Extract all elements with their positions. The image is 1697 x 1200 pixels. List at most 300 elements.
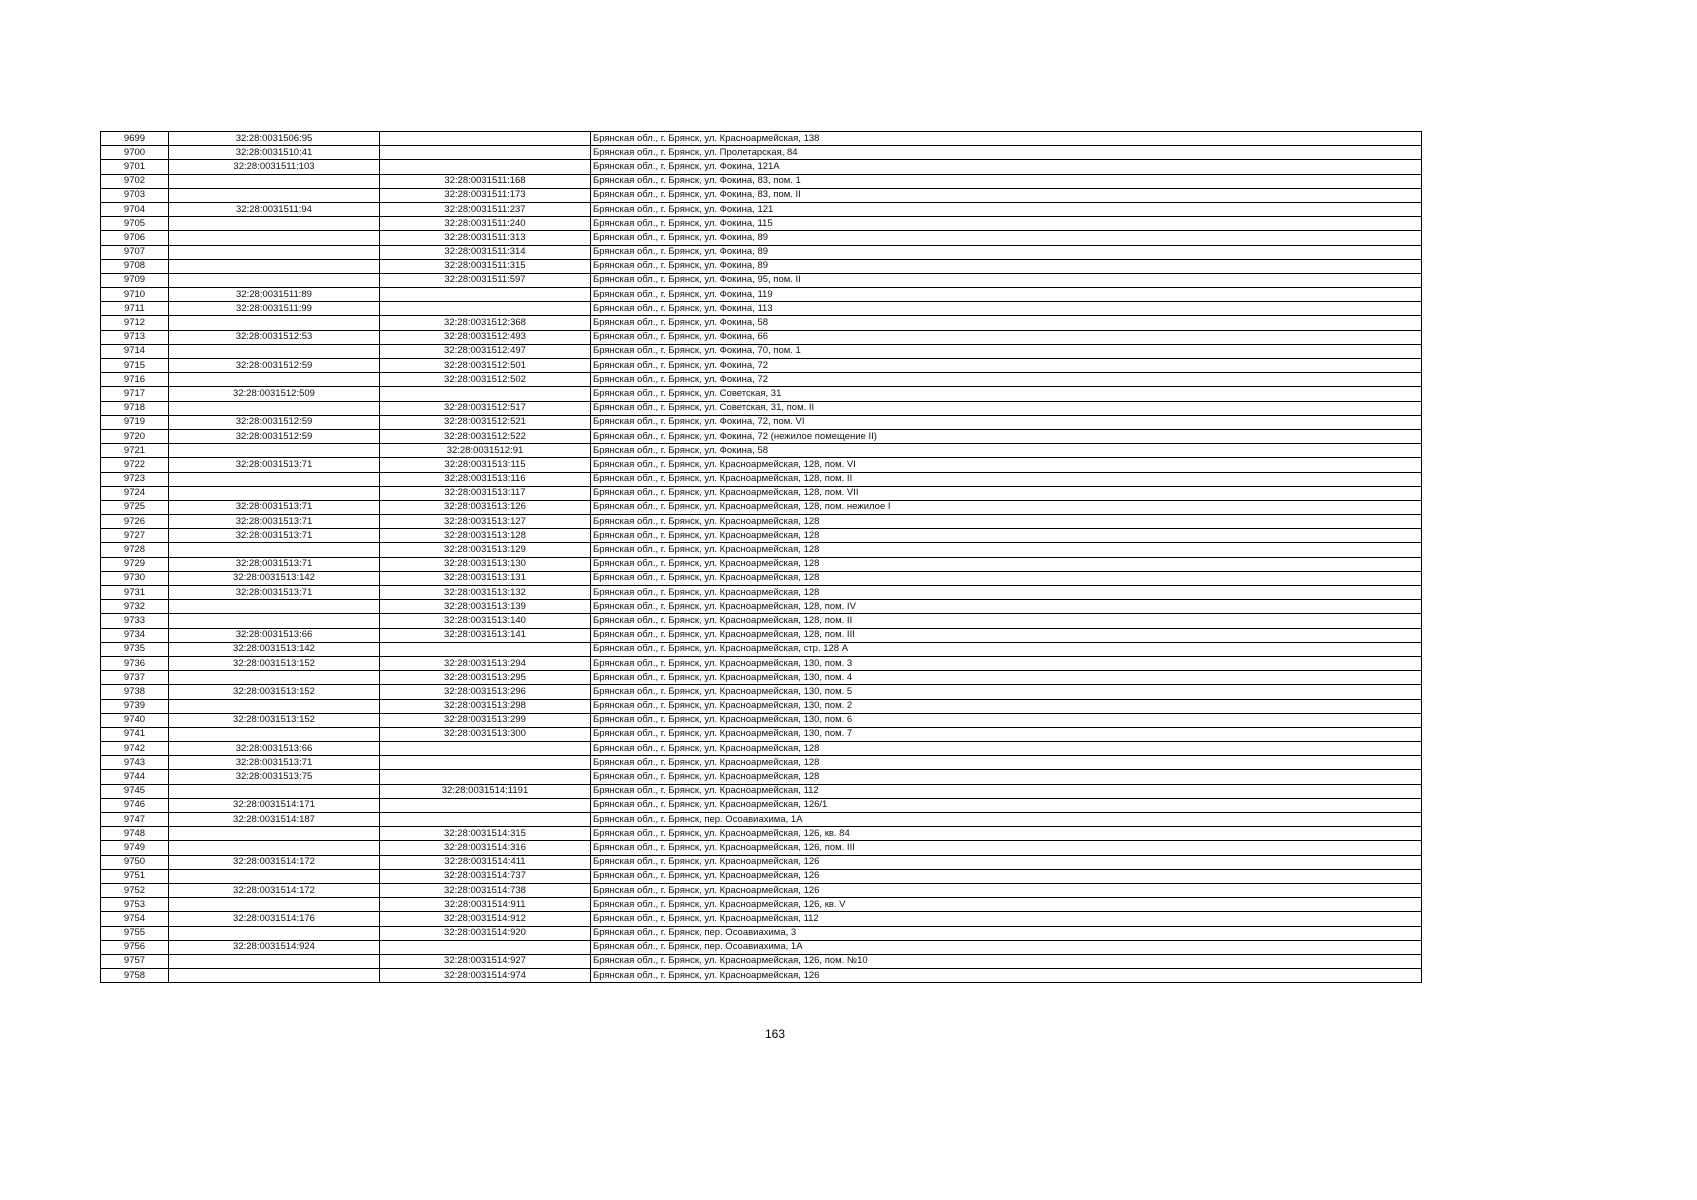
building-cadastral-number-cell <box>380 132 591 146</box>
land-cadastral-number-cell <box>169 671 380 685</box>
building-cadastral-number-cell <box>380 642 591 656</box>
address-cell: Брянская обл., г. Брянск, ул. Красноармейская, 126, кв. V <box>591 898 1422 912</box>
building-cadastral-number-cell: 32:28:0031514:974 <box>380 969 591 983</box>
table-row <box>101 444 1422 458</box>
row-number-cell: 9745 <box>101 784 169 798</box>
row-number-cell: 9701 <box>101 160 169 174</box>
building-cadastral-number-cell: 32:28:0031514:912 <box>380 912 591 926</box>
row-number-cell: 9712 <box>101 316 169 330</box>
address-cell: Брянская обл., г. Брянск, ул. Фокина, 72 <box>591 359 1422 373</box>
building-cadastral-number-cell: 32:28:0031513:128 <box>380 529 591 543</box>
building-cadastral-number-cell: 32:28:0031514:315 <box>380 827 591 841</box>
table-row <box>101 642 1422 656</box>
table-row <box>101 954 1422 968</box>
row-number-cell: 9750 <box>101 855 169 869</box>
address-cell: Брянская обл., г. Брянск, ул. Фокина, 113 <box>591 302 1422 316</box>
building-cadastral-number-cell: 32:28:0031511:173 <box>380 188 591 202</box>
address-cell: Брянская обл., г. Брянск, ул. Красноармейская, 126, кв. 84 <box>591 827 1422 841</box>
table-row <box>101 671 1422 685</box>
row-number-cell: 9699 <box>101 132 169 146</box>
table-row <box>101 259 1422 273</box>
address-cell: Брянская обл., г. Брянск, ул. Фокина, 72, пом. VI <box>591 415 1422 429</box>
row-number-cell: 9749 <box>101 841 169 855</box>
table-row <box>101 146 1422 160</box>
table-row <box>101 784 1422 798</box>
land-cadastral-number-cell <box>169 316 380 330</box>
table-row <box>101 515 1422 529</box>
land-cadastral-number-cell: 32:28:0031513:142 <box>169 642 380 656</box>
row-number-cell: 9719 <box>101 415 169 429</box>
building-cadastral-number-cell: 32:28:0031512:522 <box>380 429 591 443</box>
row-number-cell: 9737 <box>101 671 169 685</box>
row-number-cell: 9734 <box>101 628 169 642</box>
row-number-cell: 9724 <box>101 486 169 500</box>
land-cadastral-number-cell: 32:28:0031513:71 <box>169 586 380 600</box>
land-cadastral-number-cell: 32:28:0031513:152 <box>169 713 380 727</box>
address-cell: Брянская обл., г. Брянск, ул. Красноармейская, 128, пом. II <box>591 614 1422 628</box>
table-row <box>101 344 1422 358</box>
property-register-table <box>100 131 1422 983</box>
address-cell: Брянская обл., г. Брянск, ул. Красноармейская, 128 <box>591 770 1422 784</box>
building-cadastral-number-cell: 32:28:0031513:298 <box>380 699 591 713</box>
row-number-cell: 9723 <box>101 472 169 486</box>
building-cadastral-number-cell: 32:28:0031511:237 <box>380 202 591 216</box>
land-cadastral-number-cell: 32:28:0031513:66 <box>169 742 380 756</box>
land-cadastral-number-cell <box>169 727 380 741</box>
address-cell: Брянская обл., г. Брянск, ул. Советская, 31, пом. II <box>591 401 1422 415</box>
table-row <box>101 132 1422 146</box>
table-row <box>101 798 1422 812</box>
row-number-cell: 9730 <box>101 571 169 585</box>
building-cadastral-number-cell <box>380 742 591 756</box>
address-cell: Брянская обл., г. Брянск, ул. Фокина, 66 <box>591 330 1422 344</box>
row-number-cell: 9739 <box>101 699 169 713</box>
building-cadastral-number-cell: 32:28:0031514:911 <box>380 898 591 912</box>
table-row <box>101 969 1422 983</box>
row-number-cell: 9710 <box>101 288 169 302</box>
building-cadastral-number-cell: 32:28:0031511:313 <box>380 231 591 245</box>
address-cell: Брянская обл., г. Брянск, ул. Фокина, 83, пом. 1 <box>591 174 1422 188</box>
land-cadastral-number-cell: 32:28:0031511:99 <box>169 302 380 316</box>
address-cell: Брянская обл., г. Брянск, ул. Красноармейская, 126, пом. №10 <box>591 954 1422 968</box>
land-cadastral-number-cell: 32:28:0031513:142 <box>169 571 380 585</box>
address-cell: Брянская обл., г. Брянск, ул. Красноармейская, 138 <box>591 132 1422 146</box>
row-number-cell: 9758 <box>101 969 169 983</box>
page-number: 163 <box>764 1027 786 1041</box>
address-cell: Брянская обл., г. Брянск, ул. Фокина, 89 <box>591 259 1422 273</box>
table-row <box>101 500 1422 514</box>
land-cadastral-number-cell: 32:28:0031513:75 <box>169 770 380 784</box>
row-number-cell: 9740 <box>101 713 169 727</box>
address-cell: Брянская обл., г. Брянск, ул. Красноармейская, 126 <box>591 969 1422 983</box>
address-cell: Брянская обл., г. Брянск, ул. Фокина, 119 <box>591 288 1422 302</box>
row-number-cell: 9707 <box>101 245 169 259</box>
building-cadastral-number-cell: 32:28:0031514:920 <box>380 926 591 940</box>
table-row <box>101 387 1422 401</box>
address-cell: Брянская обл., г. Брянск, ул. Красноармейская, 128 <box>591 529 1422 543</box>
row-number-cell: 9702 <box>101 174 169 188</box>
land-cadastral-number-cell: 32:28:0031514:172 <box>169 855 380 869</box>
row-number-cell: 9746 <box>101 798 169 812</box>
building-cadastral-number-cell <box>380 940 591 954</box>
building-cadastral-number-cell: 32:28:0031513:140 <box>380 614 591 628</box>
row-number-cell: 9703 <box>101 188 169 202</box>
table-row <box>101 273 1422 287</box>
building-cadastral-number-cell: 32:28:0031514:738 <box>380 883 591 897</box>
table-row <box>101 883 1422 897</box>
building-cadastral-number-cell: 32:28:0031511:315 <box>380 259 591 273</box>
building-cadastral-number-cell: 32:28:0031512:91 <box>380 444 591 458</box>
table-row <box>101 373 1422 387</box>
building-cadastral-number-cell: 32:28:0031512:517 <box>380 401 591 415</box>
address-cell: Брянская обл., г. Брянск, ул. Красноармейская, 112 <box>591 912 1422 926</box>
address-cell: Брянская обл., г. Брянск, ул. Фокина, 95, пом. II <box>591 273 1422 287</box>
row-number-cell: 9726 <box>101 515 169 529</box>
table-row <box>101 770 1422 784</box>
land-cadastral-number-cell <box>169 273 380 287</box>
table-row <box>101 429 1422 443</box>
land-cadastral-number-cell <box>169 954 380 968</box>
land-cadastral-number-cell <box>169 869 380 883</box>
land-cadastral-number-cell: 32:28:0031513:71 <box>169 458 380 472</box>
row-number-cell: 9731 <box>101 586 169 600</box>
building-cadastral-number-cell: 32:28:0031513:129 <box>380 543 591 557</box>
building-cadastral-number-cell: 32:28:0031514:1191 <box>380 784 591 798</box>
row-number-cell: 9727 <box>101 529 169 543</box>
building-cadastral-number-cell <box>380 302 591 316</box>
address-cell: Брянская обл., г. Брянск, ул. Красноармейская, 128 <box>591 557 1422 571</box>
row-number-cell: 9715 <box>101 359 169 373</box>
address-cell: Брянская обл., г. Брянск, ул. Красноармейская, 126 <box>591 883 1422 897</box>
address-cell: Брянская обл., г. Брянск, ул. Фокина, 58 <box>591 316 1422 330</box>
row-number-cell: 9744 <box>101 770 169 784</box>
land-cadastral-number-cell: 32:28:0031510:41 <box>169 146 380 160</box>
address-cell: Брянская обл., г. Брянск, ул. Фокина, 89 <box>591 245 1422 259</box>
land-cadastral-number-cell: 32:28:0031513:71 <box>169 529 380 543</box>
building-cadastral-number-cell: 32:28:0031511:314 <box>380 245 591 259</box>
address-cell: Брянская обл., г. Брянск, ул. Красноармейская, 126 <box>591 855 1422 869</box>
address-cell: Брянская обл., г. Брянск, ул. Красноармейская, стр. 128 А <box>591 642 1422 656</box>
building-cadastral-number-cell: 32:28:0031512:493 <box>380 330 591 344</box>
table-row <box>101 898 1422 912</box>
table-row <box>101 288 1422 302</box>
address-cell: Брянская обл., г. Брянск, ул. Красноармейская, 112 <box>591 784 1422 798</box>
row-number-cell: 9714 <box>101 344 169 358</box>
row-number-cell: 9753 <box>101 898 169 912</box>
row-number-cell: 9704 <box>101 202 169 216</box>
address-cell: Брянская обл., г. Брянск, ул. Красноармейская, 130, пом. 2 <box>591 699 1422 713</box>
table-row <box>101 699 1422 713</box>
table-row <box>101 359 1422 373</box>
table-row <box>101 813 1422 827</box>
table-row <box>101 202 1422 216</box>
table-row <box>101 656 1422 670</box>
land-cadastral-number-cell: 32:28:0031513:71 <box>169 500 380 514</box>
land-cadastral-number-cell <box>169 259 380 273</box>
land-cadastral-number-cell: 32:28:0031513:66 <box>169 628 380 642</box>
land-cadastral-number-cell: 32:28:0031514:187 <box>169 813 380 827</box>
table-row <box>101 160 1422 174</box>
table-row <box>101 855 1422 869</box>
land-cadastral-number-cell <box>169 444 380 458</box>
table-row <box>101 188 1422 202</box>
row-number-cell: 9756 <box>101 940 169 954</box>
land-cadastral-number-cell <box>169 614 380 628</box>
row-number-cell: 9735 <box>101 642 169 656</box>
address-cell: Брянская обл., г. Брянск, ул. Красноармейская, 130, пом. 5 <box>591 685 1422 699</box>
row-number-cell: 9720 <box>101 429 169 443</box>
address-cell: Брянская обл., г. Брянск, ул. Красноармейская, 128 <box>591 756 1422 770</box>
row-number-cell: 9706 <box>101 231 169 245</box>
building-cadastral-number-cell: 32:28:0031513:116 <box>380 472 591 486</box>
land-cadastral-number-cell: 32:28:0031513:71 <box>169 557 380 571</box>
row-number-cell: 9748 <box>101 827 169 841</box>
address-cell: Брянская обл., г. Брянск, ул. Фокина, 72 <box>591 373 1422 387</box>
building-cadastral-number-cell: 32:28:0031512:368 <box>380 316 591 330</box>
row-number-cell: 9705 <box>101 217 169 231</box>
building-cadastral-number-cell: 32:28:0031514:737 <box>380 869 591 883</box>
table-row <box>101 415 1422 429</box>
address-cell: Брянская обл., г. Брянск, ул. Красноармейская, 128 <box>591 742 1422 756</box>
table-row <box>101 628 1422 642</box>
building-cadastral-number-cell: 32:28:0031513:299 <box>380 713 591 727</box>
table-row <box>101 742 1422 756</box>
row-number-cell: 9717 <box>101 387 169 401</box>
land-cadastral-number-cell <box>169 231 380 245</box>
table-row <box>101 217 1422 231</box>
address-cell: Брянская обл., г. Брянск, ул. Советская, 31 <box>591 387 1422 401</box>
building-cadastral-number-cell: 32:28:0031513:115 <box>380 458 591 472</box>
address-cell: Брянская обл., г. Брянск, ул. Красноармейская, 128, пом. нежилое I <box>591 500 1422 514</box>
address-cell: Брянская обл., г. Брянск, ул. Красноармейская, 130, пом. 4 <box>591 671 1422 685</box>
land-cadastral-number-cell: 32:28:0031512:59 <box>169 415 380 429</box>
row-number-cell: 9752 <box>101 883 169 897</box>
address-cell: Брянская обл., г. Брянск, ул. Фокина, 121 <box>591 202 1422 216</box>
address-cell: Брянская обл., г. Брянск, ул. Фокина, 58 <box>591 444 1422 458</box>
building-cadastral-number-cell: 32:28:0031513:139 <box>380 600 591 614</box>
row-number-cell: 9757 <box>101 954 169 968</box>
row-number-cell: 9743 <box>101 756 169 770</box>
address-cell: Брянская обл., г. Брянск, ул. Красноармейская, 126, пом. III <box>591 841 1422 855</box>
land-cadastral-number-cell: 32:28:0031512:53 <box>169 330 380 344</box>
address-cell: Брянская обл., г. Брянск, ул. Красноармейская, 128 <box>591 515 1422 529</box>
building-cadastral-number-cell: 32:28:0031511:240 <box>380 217 591 231</box>
land-cadastral-number-cell <box>169 841 380 855</box>
table-row <box>101 614 1422 628</box>
row-number-cell: 9709 <box>101 273 169 287</box>
row-number-cell: 9736 <box>101 656 169 670</box>
building-cadastral-number-cell: 32:28:0031514:316 <box>380 841 591 855</box>
address-cell: Брянская обл., г. Брянск, ул. Красноармейская, 130, пом. 6 <box>591 713 1422 727</box>
row-number-cell: 9725 <box>101 500 169 514</box>
building-cadastral-number-cell: 32:28:0031513:132 <box>380 586 591 600</box>
building-cadastral-number-cell: 32:28:0031511:168 <box>380 174 591 188</box>
building-cadastral-number-cell: 32:28:0031513:300 <box>380 727 591 741</box>
address-cell: Брянская обл., г. Брянск, ул. Красноармейская, 130, пом. 7 <box>591 727 1422 741</box>
land-cadastral-number-cell: 32:28:0031514:924 <box>169 940 380 954</box>
land-cadastral-number-cell: 32:28:0031511:89 <box>169 288 380 302</box>
address-cell: Брянская обл., г. Брянск, ул. Фокина, 83, пом. II <box>591 188 1422 202</box>
building-cadastral-number-cell <box>380 387 591 401</box>
building-cadastral-number-cell: 32:28:0031513:296 <box>380 685 591 699</box>
table-row <box>101 756 1422 770</box>
table-row <box>101 940 1422 954</box>
table-row <box>101 926 1422 940</box>
building-cadastral-number-cell: 32:28:0031513:131 <box>380 571 591 585</box>
land-cadastral-number-cell <box>169 217 380 231</box>
address-cell: Брянская обл., г. Брянск, ул. Фокина, 72 (нежилое помещение II) <box>591 429 1422 443</box>
table-row <box>101 600 1422 614</box>
land-cadastral-number-cell: 32:28:0031511:94 <box>169 202 380 216</box>
land-cadastral-number-cell <box>169 600 380 614</box>
row-number-cell: 9711 <box>101 302 169 316</box>
land-cadastral-number-cell <box>169 784 380 798</box>
address-cell: Брянская обл., г. Брянск, ул. Фокина, 121А <box>591 160 1422 174</box>
land-cadastral-number-cell: 32:28:0031511:103 <box>169 160 380 174</box>
building-cadastral-number-cell: 32:28:0031512:497 <box>380 344 591 358</box>
building-cadastral-number-cell: 32:28:0031511:597 <box>380 273 591 287</box>
land-cadastral-number-cell <box>169 174 380 188</box>
building-cadastral-number-cell: 32:28:0031513:127 <box>380 515 591 529</box>
row-number-cell: 9733 <box>101 614 169 628</box>
address-cell: Брянская обл., г. Брянск, ул. Пролетарская, 84 <box>591 146 1422 160</box>
table-row <box>101 316 1422 330</box>
land-cadastral-number-cell: 32:28:0031514:172 <box>169 883 380 897</box>
address-cell: Брянская обл., г. Брянск, ул. Фокина, 89 <box>591 231 1422 245</box>
building-cadastral-number-cell: 32:28:0031513:295 <box>380 671 591 685</box>
land-cadastral-number-cell <box>169 486 380 500</box>
building-cadastral-number-cell: 32:28:0031513:141 <box>380 628 591 642</box>
building-cadastral-number-cell: 32:28:0031513:126 <box>380 500 591 514</box>
row-number-cell: 9742 <box>101 742 169 756</box>
building-cadastral-number-cell <box>380 288 591 302</box>
table-row <box>101 330 1422 344</box>
table-row <box>101 401 1422 415</box>
building-cadastral-number-cell: 32:28:0031514:927 <box>380 954 591 968</box>
table-row <box>101 713 1422 727</box>
building-cadastral-number-cell: 32:28:0031512:502 <box>380 373 591 387</box>
address-cell: Брянская обл., г. Брянск, пер. Осоавиахима, 3 <box>591 926 1422 940</box>
row-number-cell: 9700 <box>101 146 169 160</box>
table-row <box>101 458 1422 472</box>
row-number-cell: 9732 <box>101 600 169 614</box>
table-row <box>101 529 1422 543</box>
row-number-cell: 9713 <box>101 330 169 344</box>
land-cadastral-number-cell <box>169 472 380 486</box>
land-cadastral-number-cell <box>169 245 380 259</box>
table-row <box>101 486 1422 500</box>
row-number-cell: 9741 <box>101 727 169 741</box>
land-cadastral-number-cell: 32:28:0031513:71 <box>169 515 380 529</box>
building-cadastral-number-cell <box>380 798 591 812</box>
land-cadastral-number-cell: 32:28:0031513:71 <box>169 756 380 770</box>
row-number-cell: 9729 <box>101 557 169 571</box>
table-row <box>101 245 1422 259</box>
land-cadastral-number-cell <box>169 344 380 358</box>
land-cadastral-number-cell: 32:28:0031513:152 <box>169 656 380 670</box>
address-cell: Брянская обл., г. Брянск, ул. Красноармейская, 128 <box>591 586 1422 600</box>
land-cadastral-number-cell <box>169 373 380 387</box>
table-row <box>101 231 1422 245</box>
row-number-cell: 9722 <box>101 458 169 472</box>
building-cadastral-number-cell: 32:28:0031512:501 <box>380 359 591 373</box>
building-cadastral-number-cell <box>380 160 591 174</box>
address-cell: Брянская обл., г. Брянск, ул. Красноармейская, 128, пом. IV <box>591 600 1422 614</box>
table-body <box>101 132 1422 983</box>
address-cell: Брянская обл., г. Брянск, ул. Фокина, 115 <box>591 217 1422 231</box>
building-cadastral-number-cell <box>380 756 591 770</box>
row-number-cell: 9721 <box>101 444 169 458</box>
table-row <box>101 869 1422 883</box>
land-cadastral-number-cell: 32:28:0031512:59 <box>169 359 380 373</box>
table-row <box>101 727 1422 741</box>
building-cadastral-number-cell: 32:28:0031512:521 <box>380 415 591 429</box>
land-cadastral-number-cell: 32:28:0031506:95 <box>169 132 380 146</box>
table-row <box>101 571 1422 585</box>
land-cadastral-number-cell <box>169 188 380 202</box>
building-cadastral-number-cell <box>380 813 591 827</box>
table-row <box>101 557 1422 571</box>
address-cell: Брянская обл., г. Брянск, пер. Осоавиахима, 1А <box>591 813 1422 827</box>
table-row <box>101 685 1422 699</box>
table-row <box>101 912 1422 926</box>
land-cadastral-number-cell <box>169 926 380 940</box>
building-cadastral-number-cell <box>380 146 591 160</box>
building-cadastral-number-cell <box>380 770 591 784</box>
land-cadastral-number-cell <box>169 401 380 415</box>
land-cadastral-number-cell: 32:28:0031514:171 <box>169 798 380 812</box>
address-cell: Брянская обл., г. Брянск, ул. Красноармейская, 126 <box>591 869 1422 883</box>
land-cadastral-number-cell: 32:28:0031514:176 <box>169 912 380 926</box>
land-cadastral-number-cell: 32:28:0031512:59 <box>169 429 380 443</box>
row-number-cell: 9751 <box>101 869 169 883</box>
table-row <box>101 827 1422 841</box>
land-cadastral-number-cell <box>169 898 380 912</box>
row-number-cell: 9754 <box>101 912 169 926</box>
table-row <box>101 472 1422 486</box>
row-number-cell: 9716 <box>101 373 169 387</box>
table-row <box>101 841 1422 855</box>
building-cadastral-number-cell: 32:28:0031514:411 <box>380 855 591 869</box>
address-cell: Брянская обл., г. Брянск, ул. Красноармейская, 130, пом. 3 <box>591 656 1422 670</box>
row-number-cell: 9708 <box>101 259 169 273</box>
land-cadastral-number-cell <box>169 827 380 841</box>
land-cadastral-number-cell: 32:28:0031512:509 <box>169 387 380 401</box>
table-row <box>101 543 1422 557</box>
address-cell: Брянская обл., г. Брянск, пер. Осоавиахима, 1А <box>591 940 1422 954</box>
row-number-cell: 9755 <box>101 926 169 940</box>
land-cadastral-number-cell <box>169 699 380 713</box>
building-cadastral-number-cell: 32:28:0031513:117 <box>380 486 591 500</box>
land-cadastral-number-cell <box>169 969 380 983</box>
table-row <box>101 174 1422 188</box>
address-cell: Брянская обл., г. Брянск, ул. Красноармейская, 126/1 <box>591 798 1422 812</box>
table-row <box>101 586 1422 600</box>
row-number-cell: 9728 <box>101 543 169 557</box>
address-cell: Брянская обл., г. Брянск, ул. Красноармейская, 128 <box>591 571 1422 585</box>
land-cadastral-number-cell <box>169 543 380 557</box>
building-cadastral-number-cell: 32:28:0031513:294 <box>380 656 591 670</box>
row-number-cell: 9738 <box>101 685 169 699</box>
address-cell: Брянская обл., г. Брянск, ул. Фокина, 70, пом. 1 <box>591 344 1422 358</box>
address-cell: Брянская обл., г. Брянск, ул. Красноармейская, 128, пом. II <box>591 472 1422 486</box>
address-cell: Брянская обл., г. Брянск, ул. Красноармейская, 128, пом. VI <box>591 458 1422 472</box>
building-cadastral-number-cell: 32:28:0031513:130 <box>380 557 591 571</box>
address-cell: Брянская обл., г. Брянск, ул. Красноармейская, 128, пом. III <box>591 628 1422 642</box>
address-cell: Брянская обл., г. Брянск, ул. Красноармейская, 128 <box>591 543 1422 557</box>
row-number-cell: 9747 <box>101 813 169 827</box>
table-row <box>101 302 1422 316</box>
